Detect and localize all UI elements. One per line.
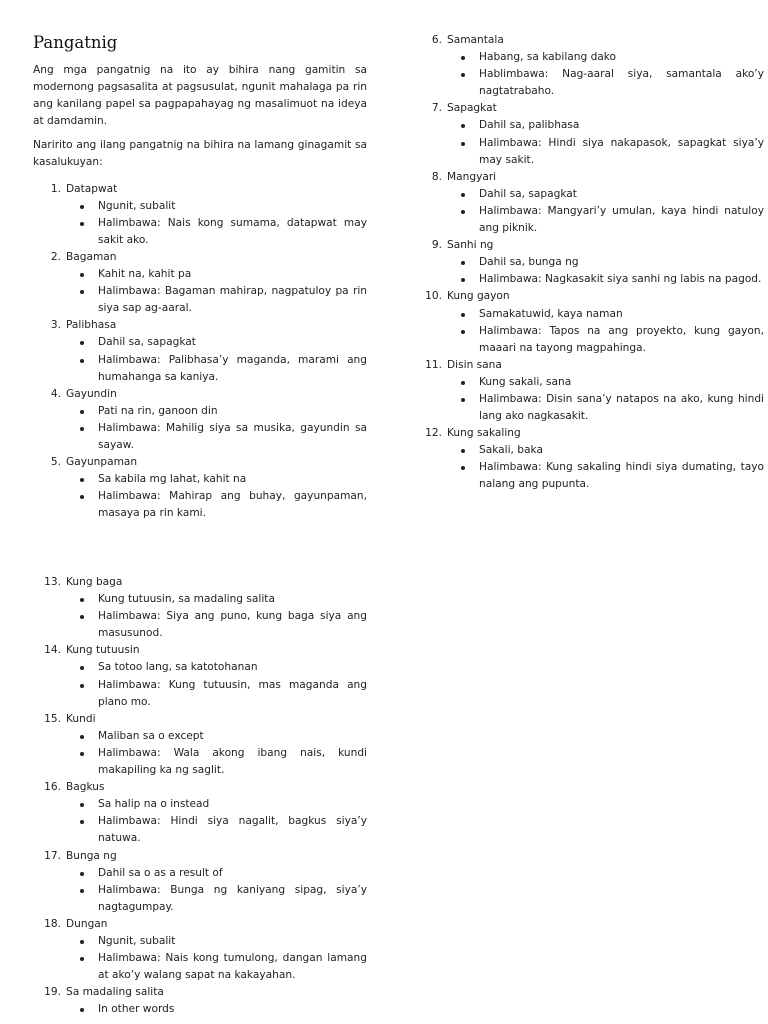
conjunction-item xyxy=(33,574,367,642)
detail-list xyxy=(66,865,367,916)
synonym-text: Dahil sa o as a result of xyxy=(66,865,367,882)
item-number: 15. xyxy=(44,712,61,725)
detail-list xyxy=(66,933,367,984)
right-column xyxy=(414,32,764,494)
conjunction-term: Kung baga xyxy=(66,576,123,588)
example-text: Hablimbawa: Nag-aaral siya, samantala ako’y nagtatrabaho. xyxy=(447,66,764,100)
conjunction-item xyxy=(33,454,367,522)
item-number: 2. xyxy=(50,250,61,263)
synonym-text: Dahil sa, bunga ng xyxy=(447,254,764,271)
item-number: 12. xyxy=(425,427,442,440)
bottom-left-column xyxy=(33,574,367,1018)
item-number: 18. xyxy=(44,917,61,930)
item-number: 14. xyxy=(44,644,61,657)
conjunction-term: Sa madaling salita xyxy=(66,986,164,999)
synonym-text: Ngunit, subalit xyxy=(66,198,367,215)
detail-list xyxy=(447,186,764,237)
synonym-text: Ngunit, subalit xyxy=(66,933,367,950)
detail-list xyxy=(447,254,764,288)
detail-list xyxy=(66,1001,367,1018)
synonym-text: Sa kabila mg lahat, kahit na xyxy=(66,471,367,488)
item-number: 5. xyxy=(50,456,61,469)
item-number: 6. xyxy=(431,34,442,46)
synonym-text: Pati na rin, ganoon din xyxy=(66,403,367,420)
example-text: Halimbawa: Kung tutuusin, mas maganda ang plano mo. xyxy=(66,677,367,711)
conjunction-term: Bagkus xyxy=(66,781,105,794)
example-text: Halimbawa: Mahilig siya sa musika, gayundin sa sayaw. xyxy=(66,420,367,454)
example-text: Halimbawa: Nais kong sumama, datapwat may sakit ako. xyxy=(66,215,367,249)
item-number: 10. xyxy=(425,290,442,303)
conjunction-item xyxy=(33,249,367,317)
intro-paragraph: Ang mga pangatnig na ito ay bihira nang gamitin sa modernong pagsasalita at pagsusulat, ngunit mahalaga pa rin ang kanilang papel sa pagpapahayag ng masalimuot na ideya at damdamin. xyxy=(33,64,367,128)
example-text: Halimbawa: Siya ang puno, kung baga siya ang masusunod. xyxy=(66,608,367,642)
conjunction-item xyxy=(414,425,764,493)
item-number: 19. xyxy=(44,986,61,999)
synonym-text: Habang, sa kabilang dako xyxy=(447,49,764,66)
detail-list xyxy=(447,442,764,493)
example-text: Halimbawa: Tapos na ang proyekto, kung gayon, maaari na tayong magpahinga. xyxy=(447,323,764,357)
detail-list xyxy=(66,198,367,249)
conjunction-term: Datapwat xyxy=(66,182,118,195)
example-text: Halimbawa: Bunga ng kaniyang sipag, siya’y nagtagumpay. xyxy=(66,882,367,916)
detail-list xyxy=(66,403,367,454)
conjunction-list xyxy=(33,181,367,523)
conjunction-term: Disin sana xyxy=(447,358,502,371)
conjunction-term: Kung gayon xyxy=(447,290,510,303)
conjunction-item xyxy=(33,916,367,984)
conjunction-term: Samantala xyxy=(447,34,504,46)
detail-list xyxy=(447,117,764,168)
synonym-text: Kahit na, kahit pa xyxy=(66,266,367,283)
page-title: Pangatnig xyxy=(33,33,118,52)
conjunction-item xyxy=(33,317,367,385)
conjunction-term: Palibhasa xyxy=(66,319,117,332)
conjunction-item xyxy=(414,357,764,425)
conjunction-list xyxy=(33,574,367,1018)
example-text: Halimbawa: Nais kong tumulong, dangan lamang at ako’y walang sapat na kakayahan. xyxy=(66,950,367,984)
item-number: 8. xyxy=(431,170,442,183)
example-text: Halimbawa: Disin sana’y natapos na ako, kung hindi lang ako nagkasakit. xyxy=(447,391,764,425)
synonym-text: Kung tutuusin, sa madaling salita xyxy=(66,591,367,608)
synonym-text: Sa totoo lang, sa katotohanan xyxy=(66,659,367,676)
conjunction-item xyxy=(414,100,764,168)
conjunction-term: Sanhi ng xyxy=(447,239,494,252)
intro-paragraph: Naririto ang ilang pangatnig na bihira na lamang ginagamit sa kasalukuyan: xyxy=(33,139,367,169)
conjunction-item xyxy=(33,181,367,249)
example-text: Halimbawa: Nagkasakit siya sanhi ng labis na pagod. xyxy=(447,271,764,288)
conjunction-term: Gayundin xyxy=(66,387,117,400)
example-text: Halimbawa: Mahirap ang buhay, gayunpaman, masaya pa rin kami. xyxy=(66,488,367,522)
synonym-text: Sakali, baka xyxy=(447,442,764,459)
detail-list xyxy=(447,49,764,100)
conjunction-term: Bunga ng xyxy=(66,849,117,862)
synonym-text: Sa halip na o instead xyxy=(66,796,367,813)
detail-list xyxy=(66,266,367,317)
conjunction-term: Gayunpaman xyxy=(66,456,138,469)
detail-list xyxy=(66,471,367,522)
item-number: 17. xyxy=(44,849,61,862)
detail-list xyxy=(447,306,764,357)
example-text: Halimbawa: Bagaman mahirap, nagpatuloy pa rin siya sap ag-aaral. xyxy=(66,283,367,317)
item-number: 11. xyxy=(425,358,442,371)
conjunction-item xyxy=(414,237,764,288)
detail-list xyxy=(447,374,764,425)
detail-list xyxy=(66,334,367,385)
item-number: 9. xyxy=(431,239,442,252)
synonym-text: Samakatuwid, kaya naman xyxy=(447,306,764,323)
example-text: Halimbawa: Hindi siya nagalit, bagkus siya’y natuwa. xyxy=(66,813,367,847)
conjunction-item xyxy=(33,711,367,779)
item-number: 1. xyxy=(50,182,61,195)
conjunction-term: Bagaman xyxy=(66,250,117,263)
conjunction-term: Mangyari xyxy=(447,170,497,183)
conjunction-list xyxy=(414,32,764,494)
example-text: Halimbawa: Wala akong ibang nais, kundi makapiling ka ng saglit. xyxy=(66,745,367,779)
example-text: Halimbawa: Mangyari’y umulan, kaya hindi natuloy ang piknik. xyxy=(447,203,764,237)
conjunction-item xyxy=(414,169,764,237)
synonym-text: Kung sakali, sana xyxy=(447,374,764,391)
synonym-text: Dahil sa, palibhasa xyxy=(447,117,764,134)
example-text: Halimbawa: Kung sakaling hindi siya dumating, tayo nalang ang pupunta. xyxy=(447,459,764,493)
conjunction-term: Sapagkat xyxy=(447,102,497,115)
conjunction-item xyxy=(33,848,367,916)
item-number: 3. xyxy=(50,319,61,332)
synonym-text: Maliban sa o except xyxy=(66,728,367,745)
conjunction-item xyxy=(414,32,764,100)
detail-list xyxy=(66,659,367,710)
synonym-text: Dahil sa, sapagkat xyxy=(447,186,764,203)
conjunction-term: Kung sakaling xyxy=(447,427,521,440)
conjunction-item xyxy=(414,288,764,356)
synonym-text: Dahil sa, sapagkat xyxy=(66,334,367,351)
item-number: 13. xyxy=(44,576,61,588)
example-text: Halimbawa: Hindi siya nakapasok, sapagkat siya’y may sakit. xyxy=(447,135,764,169)
item-number: 7. xyxy=(431,102,442,115)
conjunction-item xyxy=(33,779,367,847)
detail-list xyxy=(66,728,367,779)
example-text: Halimbawa: Palibhasa’y maganda, marami ang humahanga sa kaniya. xyxy=(66,352,367,386)
conjunction-item xyxy=(33,386,367,454)
conjunction-item xyxy=(33,642,367,710)
conjunction-term: Kundi xyxy=(66,712,96,725)
conjunction-item xyxy=(33,984,367,1018)
conjunction-term: Kung tutuusin xyxy=(66,644,140,657)
left-column xyxy=(33,32,367,522)
detail-list xyxy=(66,796,367,847)
detail-list xyxy=(66,591,367,642)
item-number: 16. xyxy=(44,781,61,794)
conjunction-term: Dungan xyxy=(66,917,108,930)
item-number: 4. xyxy=(50,387,61,400)
synonym-text: In other words xyxy=(66,1001,367,1018)
